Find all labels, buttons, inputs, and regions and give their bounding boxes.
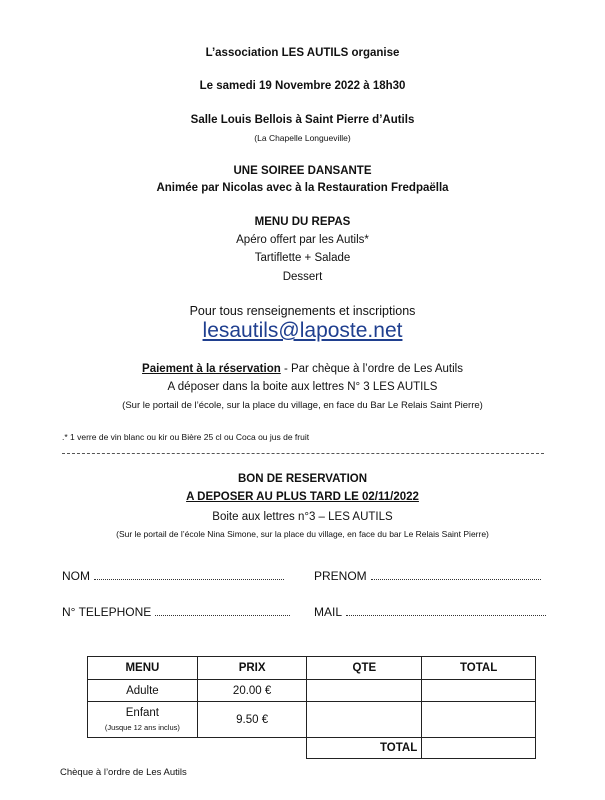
- nom-dots[interactable]: [94, 569, 284, 580]
- payment-label: Paiement à la réservation: [142, 363, 281, 375]
- payment-line-3: (Sur le portail de l’école, sur la place du village, en face du Bar Le Relais Saint Pierre): [122, 400, 483, 411]
- adulte-label: Adulte: [88, 680, 198, 702]
- prenom-field[interactable]: [314, 569, 541, 583]
- menu-item-2: Tartiflette + Salade: [254, 252, 351, 264]
- venue-line: Salle Louis Bellois à Saint Pierre d’Autils: [190, 114, 415, 126]
- telephone-label: N° TELEPHONE: [62, 605, 152, 619]
- venue-sub: (La Chapelle Longueville): [254, 133, 351, 143]
- table-total-row: [88, 738, 536, 759]
- adulte-total[interactable]: [422, 680, 536, 702]
- payment-line-2: A déposer dans la boite aux lettres N° 3 LES AUTILS: [167, 381, 438, 393]
- telephone-dots[interactable]: [155, 605, 290, 616]
- mail-field[interactable]: [314, 605, 546, 619]
- event-subtitle: Animée par Nicolas avec à la Restauration Fredpaëlla: [156, 182, 449, 194]
- menu-item-1: Apéro offert par les Autils*: [236, 234, 369, 246]
- mail-label: MAIL: [314, 605, 343, 619]
- cut-line: [62, 453, 544, 454]
- nom-field[interactable]: [62, 569, 284, 583]
- prenom-label: PRENOM: [314, 569, 367, 583]
- date-line: Le samedi 19 Novembre 2022 à 18h30: [199, 80, 406, 92]
- header-prix: PRIX: [197, 657, 307, 680]
- total-label: TOTAL: [307, 738, 422, 759]
- nom-label: NOM: [62, 569, 90, 583]
- adulte-price: 20.00 €: [197, 680, 307, 702]
- enfant-label: Enfant: [125, 707, 159, 719]
- enfant-cell: [88, 702, 198, 738]
- enfant-total[interactable]: [422, 702, 536, 738]
- order-table: [87, 656, 536, 759]
- table-row: [88, 680, 536, 702]
- reservation-deadline: A DEPOSER AU PLUS TARD LE 02/11/2022: [186, 491, 419, 503]
- payment-rest: - Par chèque à l’ordre de Les Autils: [280, 363, 463, 375]
- grand-total[interactable]: [422, 738, 536, 759]
- prenom-dots[interactable]: [371, 569, 541, 580]
- table-header-row: [88, 657, 536, 680]
- header-menu: MENU: [88, 657, 198, 680]
- menu-item-3: Dessert: [282, 271, 323, 283]
- payment-line: [0, 363, 605, 375]
- footnote-drink: .* 1 verre de vin blanc ou kir ou Bière 25 cl ou Coca ou jus de fruit: [62, 432, 310, 442]
- header-total: TOTAL: [422, 657, 536, 680]
- footer-note: Chèque à l’ordre de Les Autils: [60, 767, 187, 778]
- table-row: [88, 702, 536, 738]
- reservation-box: Boite aux lettres n°3 – LES AUTILS: [212, 511, 393, 523]
- event-title: UNE SOIREE DANSANTE: [233, 165, 372, 177]
- reservation-location: (Sur le portail de l’école Nina Simone, sur la place du village, en face du bar Le Relais Saint Pierre): [116, 529, 489, 539]
- enfant-price: 9.50 €: [197, 702, 307, 738]
- telephone-field[interactable]: [62, 605, 290, 619]
- contact-email[interactable]: lesautils@laposte.net: [202, 319, 403, 342]
- adulte-qte[interactable]: [307, 680, 422, 702]
- contact-intro: Pour tous renseignements et inscriptions: [189, 304, 416, 318]
- header-qte: QTE: [307, 657, 422, 680]
- menu-heading: MENU DU REPAS: [254, 216, 351, 228]
- reservation-title: BON DE RESERVATION: [237, 473, 368, 485]
- org-line: L’association LES AUTILS organise: [205, 47, 400, 59]
- enfant-qte[interactable]: [307, 702, 422, 738]
- enfant-sub: (Jusque 12 ans inclus): [104, 723, 180, 732]
- mail-dots[interactable]: [346, 605, 546, 616]
